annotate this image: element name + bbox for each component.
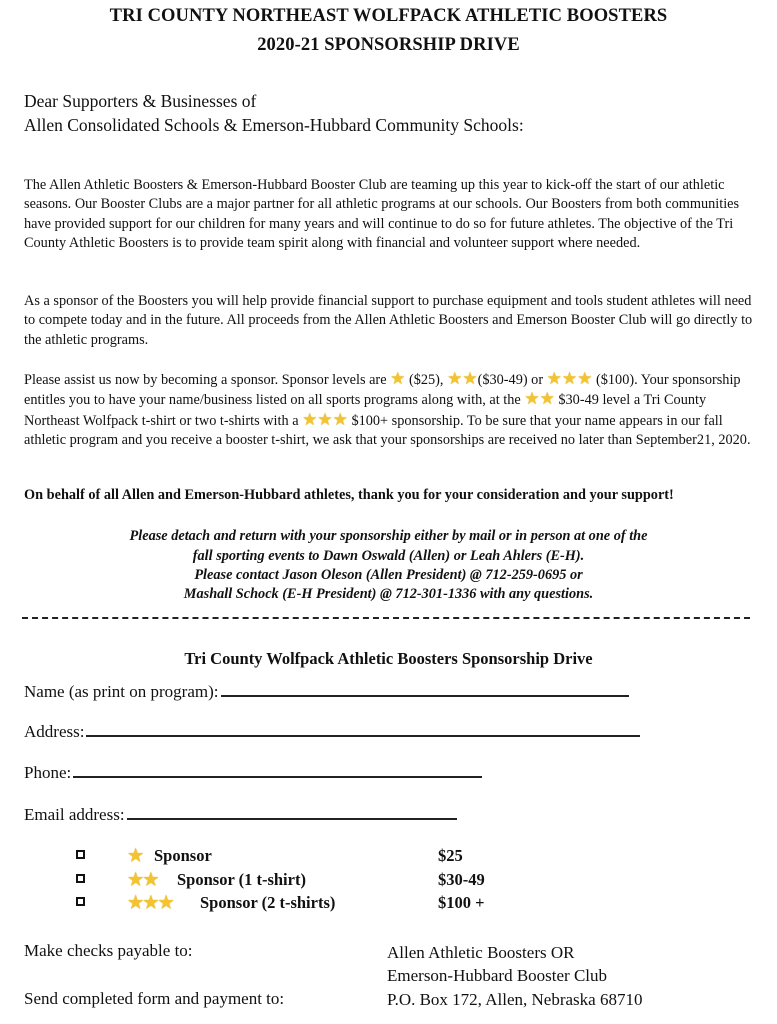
email-input-line[interactable] [127,804,457,820]
star-icon: ★ [143,893,159,912]
instructions-line-4: Mashall Schock (E-H President) @ 712-301-1336 with any questions. [183,586,594,602]
intro-paragraph: The Allen Athletic Boosters & Emerson-Hubbard Booster Club are teaming up this year to kick-off the start of our athletic seasons. Our Booster Clubs are a major partner for all athletic programs at our schools. Our Boosters from both communities have provided support for our children for many years and will continue to do so for future athletes. The objective of the Tri County Athletic Boosters is to provide team spirit along with financial and volunteer support where needed. [24,177,740,252]
star-icon: ★ [143,870,159,889]
star-icon: ★ [539,389,555,409]
star-icon: ★ [128,846,144,865]
email-field [24,804,457,825]
star-icon: ★ [447,369,463,388]
stars-2 [128,870,159,890]
name-label: Name (as print on program): [24,682,219,701]
option-price: $25 [438,846,463,865]
name-input-line[interactable] [221,681,629,697]
levels-text-2: ($25), [405,372,448,388]
checkbox-icon[interactable] [76,897,85,906]
detach-divider [22,617,750,619]
star-icon: ★ [390,369,406,388]
salutation-line-1: Dear Supporters & Businesses of [24,91,257,111]
option-row-3[interactable] [0,891,777,915]
page-title: TRI COUNTY NORTHEAST WOLFPACK ATHLETIC BOOSTERS [109,6,668,26]
checks-payable-label: Make checks payable to: [24,941,193,960]
send-to-address: P.O. Box 172, Allen, Nebraska 68710 [387,990,643,1009]
option-label: Sponsor (2 t-shirts) [200,893,336,912]
star-icon: ★ [546,369,562,388]
stars-3 [128,893,174,913]
star-icon: ★ [128,893,144,912]
star-icon: ★ [462,369,478,388]
instructions-line-1: Please detach and return with your sponsorship either by mail or in person at one of the [129,528,648,544]
levels-text-3: ($30-49) or [477,372,547,388]
levels-text-6: $100+ sponsorship. To be sure that your name appears in our fall athletic program and you receive a booster t-shirt, we ask that your sponsorships are received no later than September21, 2020. [24,412,751,449]
send-to-label: Send completed form and payment to: [24,989,285,1008]
page-subtitle: 2020-21 SPONSORSHIP DRIVE [257,35,520,55]
checks-payable-line-1: Allen Athletic Boosters OR [387,943,575,962]
option-price: $100 + [438,893,485,912]
checkbox-icon[interactable] [76,850,85,859]
star-icon: ★ [128,870,144,889]
instructions-line-2: fall sporting events to Dawn Oswald (Allen) or Leah Ahlers (E-H). [192,548,585,564]
levels-text-5: $30-49 level a Tri County Northeast Wolfpack t-shirt or two t-shirts with a [24,392,707,429]
option-label: Sponsor [154,846,212,865]
star-icon: ★ [158,893,174,912]
star-icon: ★ [524,389,540,409]
option-price: $30-49 [438,870,485,889]
thank-you-line: On behalf of all Allen and Emerson-Hubbard athletes, thank you for your consideration and your support! [24,487,674,503]
checkbox-icon[interactable] [76,874,85,883]
option-row-1[interactable] [0,844,777,868]
sponsor-levels-paragraph [24,370,759,451]
levels-text-4: ($100). Your sponsorship entitles you to have your name/business listed on all sports programs along with, at the [24,372,741,409]
levels-text-1: Please assist us now by becoming a sponsor. Sponsor levels are [24,372,391,388]
star-icon: ★ [332,409,348,429]
email-label: Email address: [24,805,125,824]
sponsor-benefit-paragraph: As a sponsor of the Boosters you will help provide financial support to purchase equipment and tools student athletes will need to compete today and in the future. All proceeds from the Allen Athletic Boosters and Emerson Booster Club will go directly to the athletic programs. [24,293,753,348]
option-row-2[interactable] [0,868,777,892]
star-icon: ★ [577,369,593,388]
star-icon: ★ [317,409,333,429]
salutation-line-2: Allen Consolidated Schools & Emerson-Hubbard Community Schools: [24,115,524,135]
star-icon: ★ [302,409,318,429]
option-label: Sponsor (1 t-shirt) [177,870,306,889]
address-label: Address: [24,722,85,741]
phone-input-line[interactable] [73,762,482,778]
address-input-line[interactable] [86,721,640,737]
phone-field [24,762,482,783]
name-field [24,681,629,702]
instructions-line-3: Please contact Jason Oleson (Allen President) @ 712-259-0695 or [194,567,583,583]
phone-label: Phone: [24,763,72,782]
star-icon: ★ [561,369,578,388]
address-field [24,721,640,742]
checks-payable-line-2: Emerson-Hubbard Booster Club [387,966,608,985]
form-title: Tri County Wolfpack Athletic Boosters Sponsorship Drive [184,649,593,668]
stars-1 [128,846,143,866]
